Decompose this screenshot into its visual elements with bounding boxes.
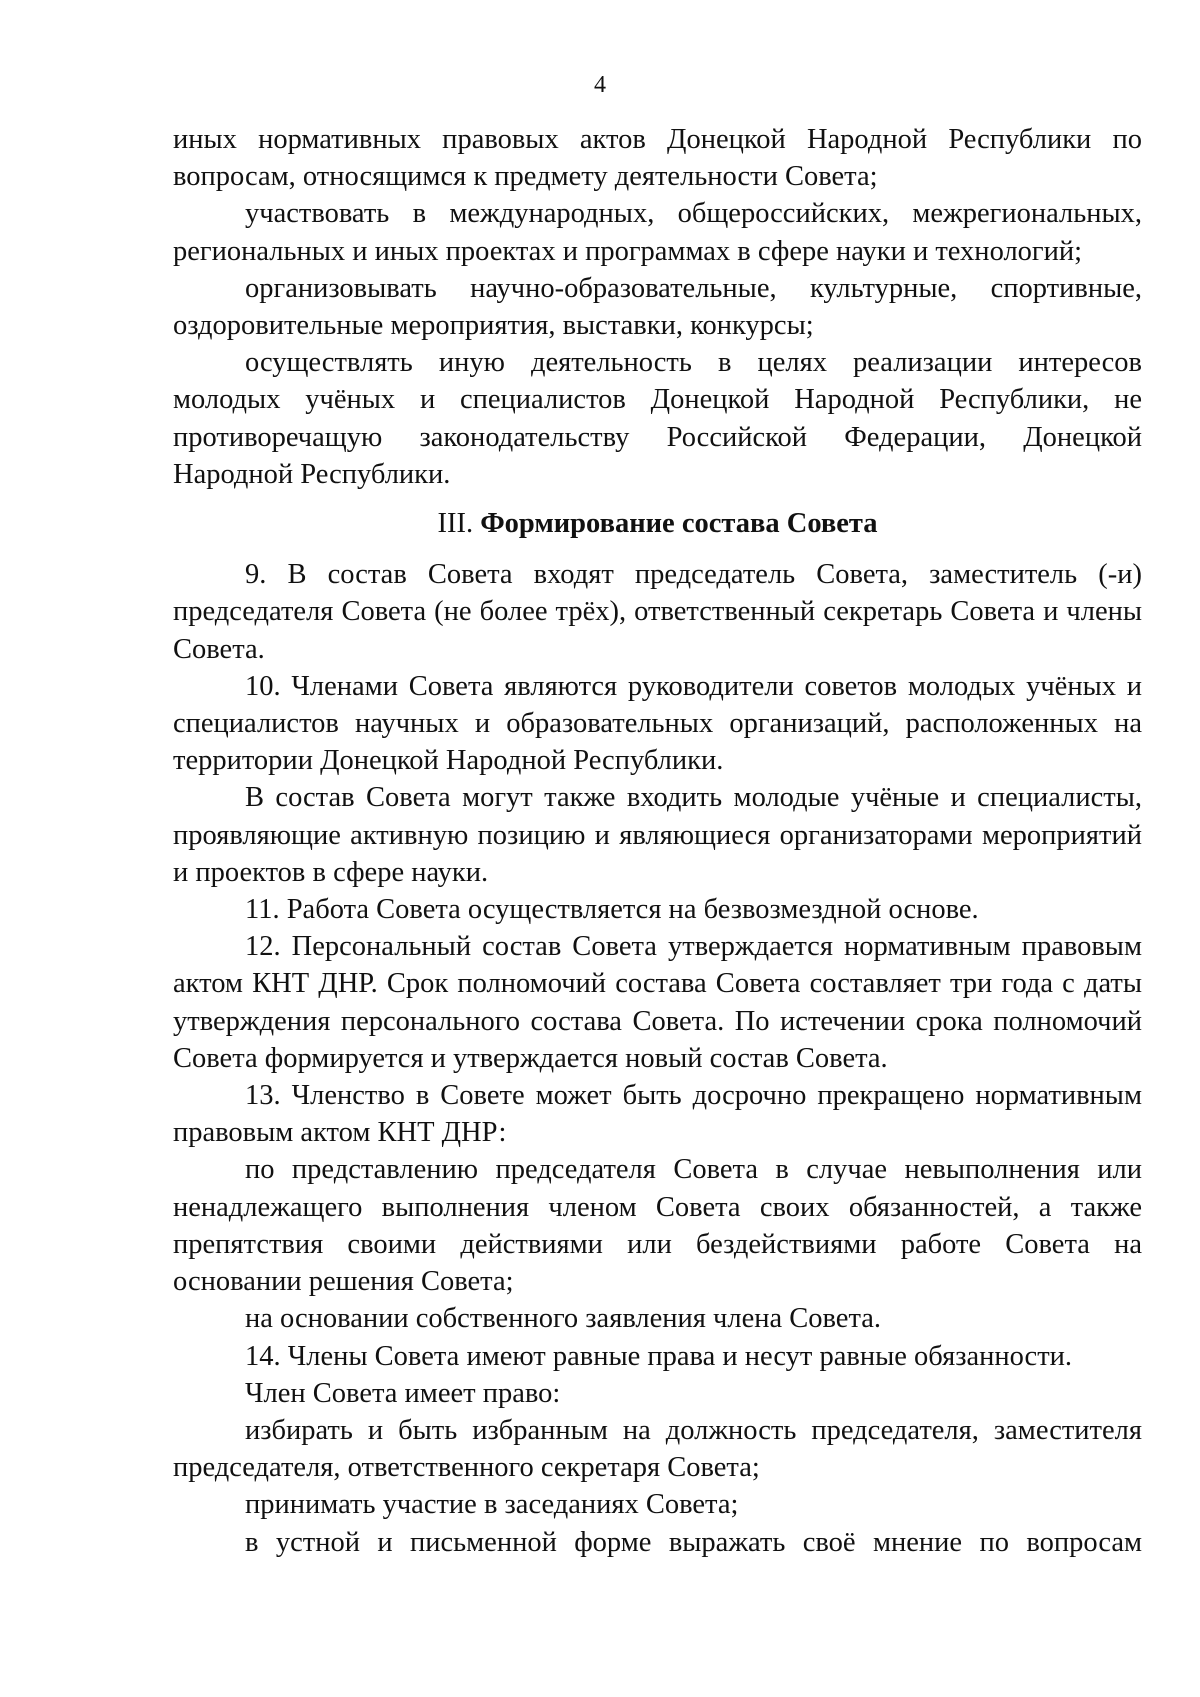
paragraph-clause-12: 12. Персональный состав Совета утверждается нормативным правовым актом КНТ ДНР. Срок полномочий состава Совета составляет три года с даты утверждения персонального состава Совета. По истечении срока полномочий Совета формируется и утверждается новый состав Совета.: [173, 931, 1142, 1074]
paragraph-list-item-continued: в устной и письменной форме выражать своё мнение по вопросам: [245, 1526, 1142, 1558]
paragraph-clause-13: 13. Членство в Совете может быть досрочно прекращено нормативным правовым актом КНТ ДНР:: [173, 1080, 1142, 1149]
paragraph-list-item: на основании собственного заявления члена Совета.: [245, 1303, 882, 1335]
paragraph-continuation: иных нормативных правовых актов Донецкой Народной Республики по вопросам, относящимся к предмету деятельности Совета;: [173, 124, 1142, 193]
paragraph-list-item: избирать и быть избранным на должность председателя, заместителя председателя, ответственного секретаря Совета;: [173, 1414, 1142, 1484]
section-numeral: III.: [437, 508, 474, 540]
paragraph-list-item: осуществлять иную деятельность в целях реализации интересов молодых учёных и специалистов Донецкой Народной Республики, не противоречащую законодательству Российской Федерации, Донецкой Народной Республики.: [173, 347, 1142, 490]
paragraph-list-item: организовывать научно-образовательные, культурные, спортивные, оздоровительные мероприятия, выставки, конкурсы;: [173, 272, 1142, 342]
paragraph-list-item: принимать участие в заседаниях Совета;: [245, 1489, 739, 1521]
section-title: Формирование состава Совета: [480, 508, 878, 540]
paragraph-clause-9: 9. В состав Совета входят председатель Совета, заместитель (-и) председателя Совета (не более трёх), ответственный секретарь Совета и члены Совета.: [173, 559, 1142, 665]
page-number: 4: [594, 72, 606, 98]
section-heading: [173, 505, 1142, 542]
paragraph-clause-11: 11. Работа Совета осуществляется на безвозмездной основе.: [245, 894, 979, 926]
paragraph-rights-intro: Член Совета имеет право:: [245, 1377, 561, 1409]
paragraph-list-item: по представлению председателя Совета в случае невыполнения или ненадлежащего выполнения членом Совета своих обязанностей, а также препятствия своими действиями или бездействиями работе Совета на основании решения Совета;: [173, 1154, 1142, 1298]
paragraph-clause-10: 10. Членами Совета являются руководители советов молодых учёных и специалистов научных и образовательных организаций, расположенных на территории Донецкой Народной Республики.: [173, 670, 1142, 777]
paragraph-clause-14: 14. Члены Совета имеют равные права и несут равные обязанности.: [245, 1340, 1073, 1372]
document-body: [173, 121, 1142, 1561]
paragraph-clause-10-addition: В состав Совета могут также входить молодые учёные и специалисты, проявляющие активную позицию и являющиеся организаторами мероприятий и проектов в сфере науки.: [173, 782, 1142, 888]
paragraph-list-item: участвовать в международных, общероссийских, межрегиональных, региональных и иных проектах и программах в сфере науки и технологий;: [173, 198, 1142, 267]
